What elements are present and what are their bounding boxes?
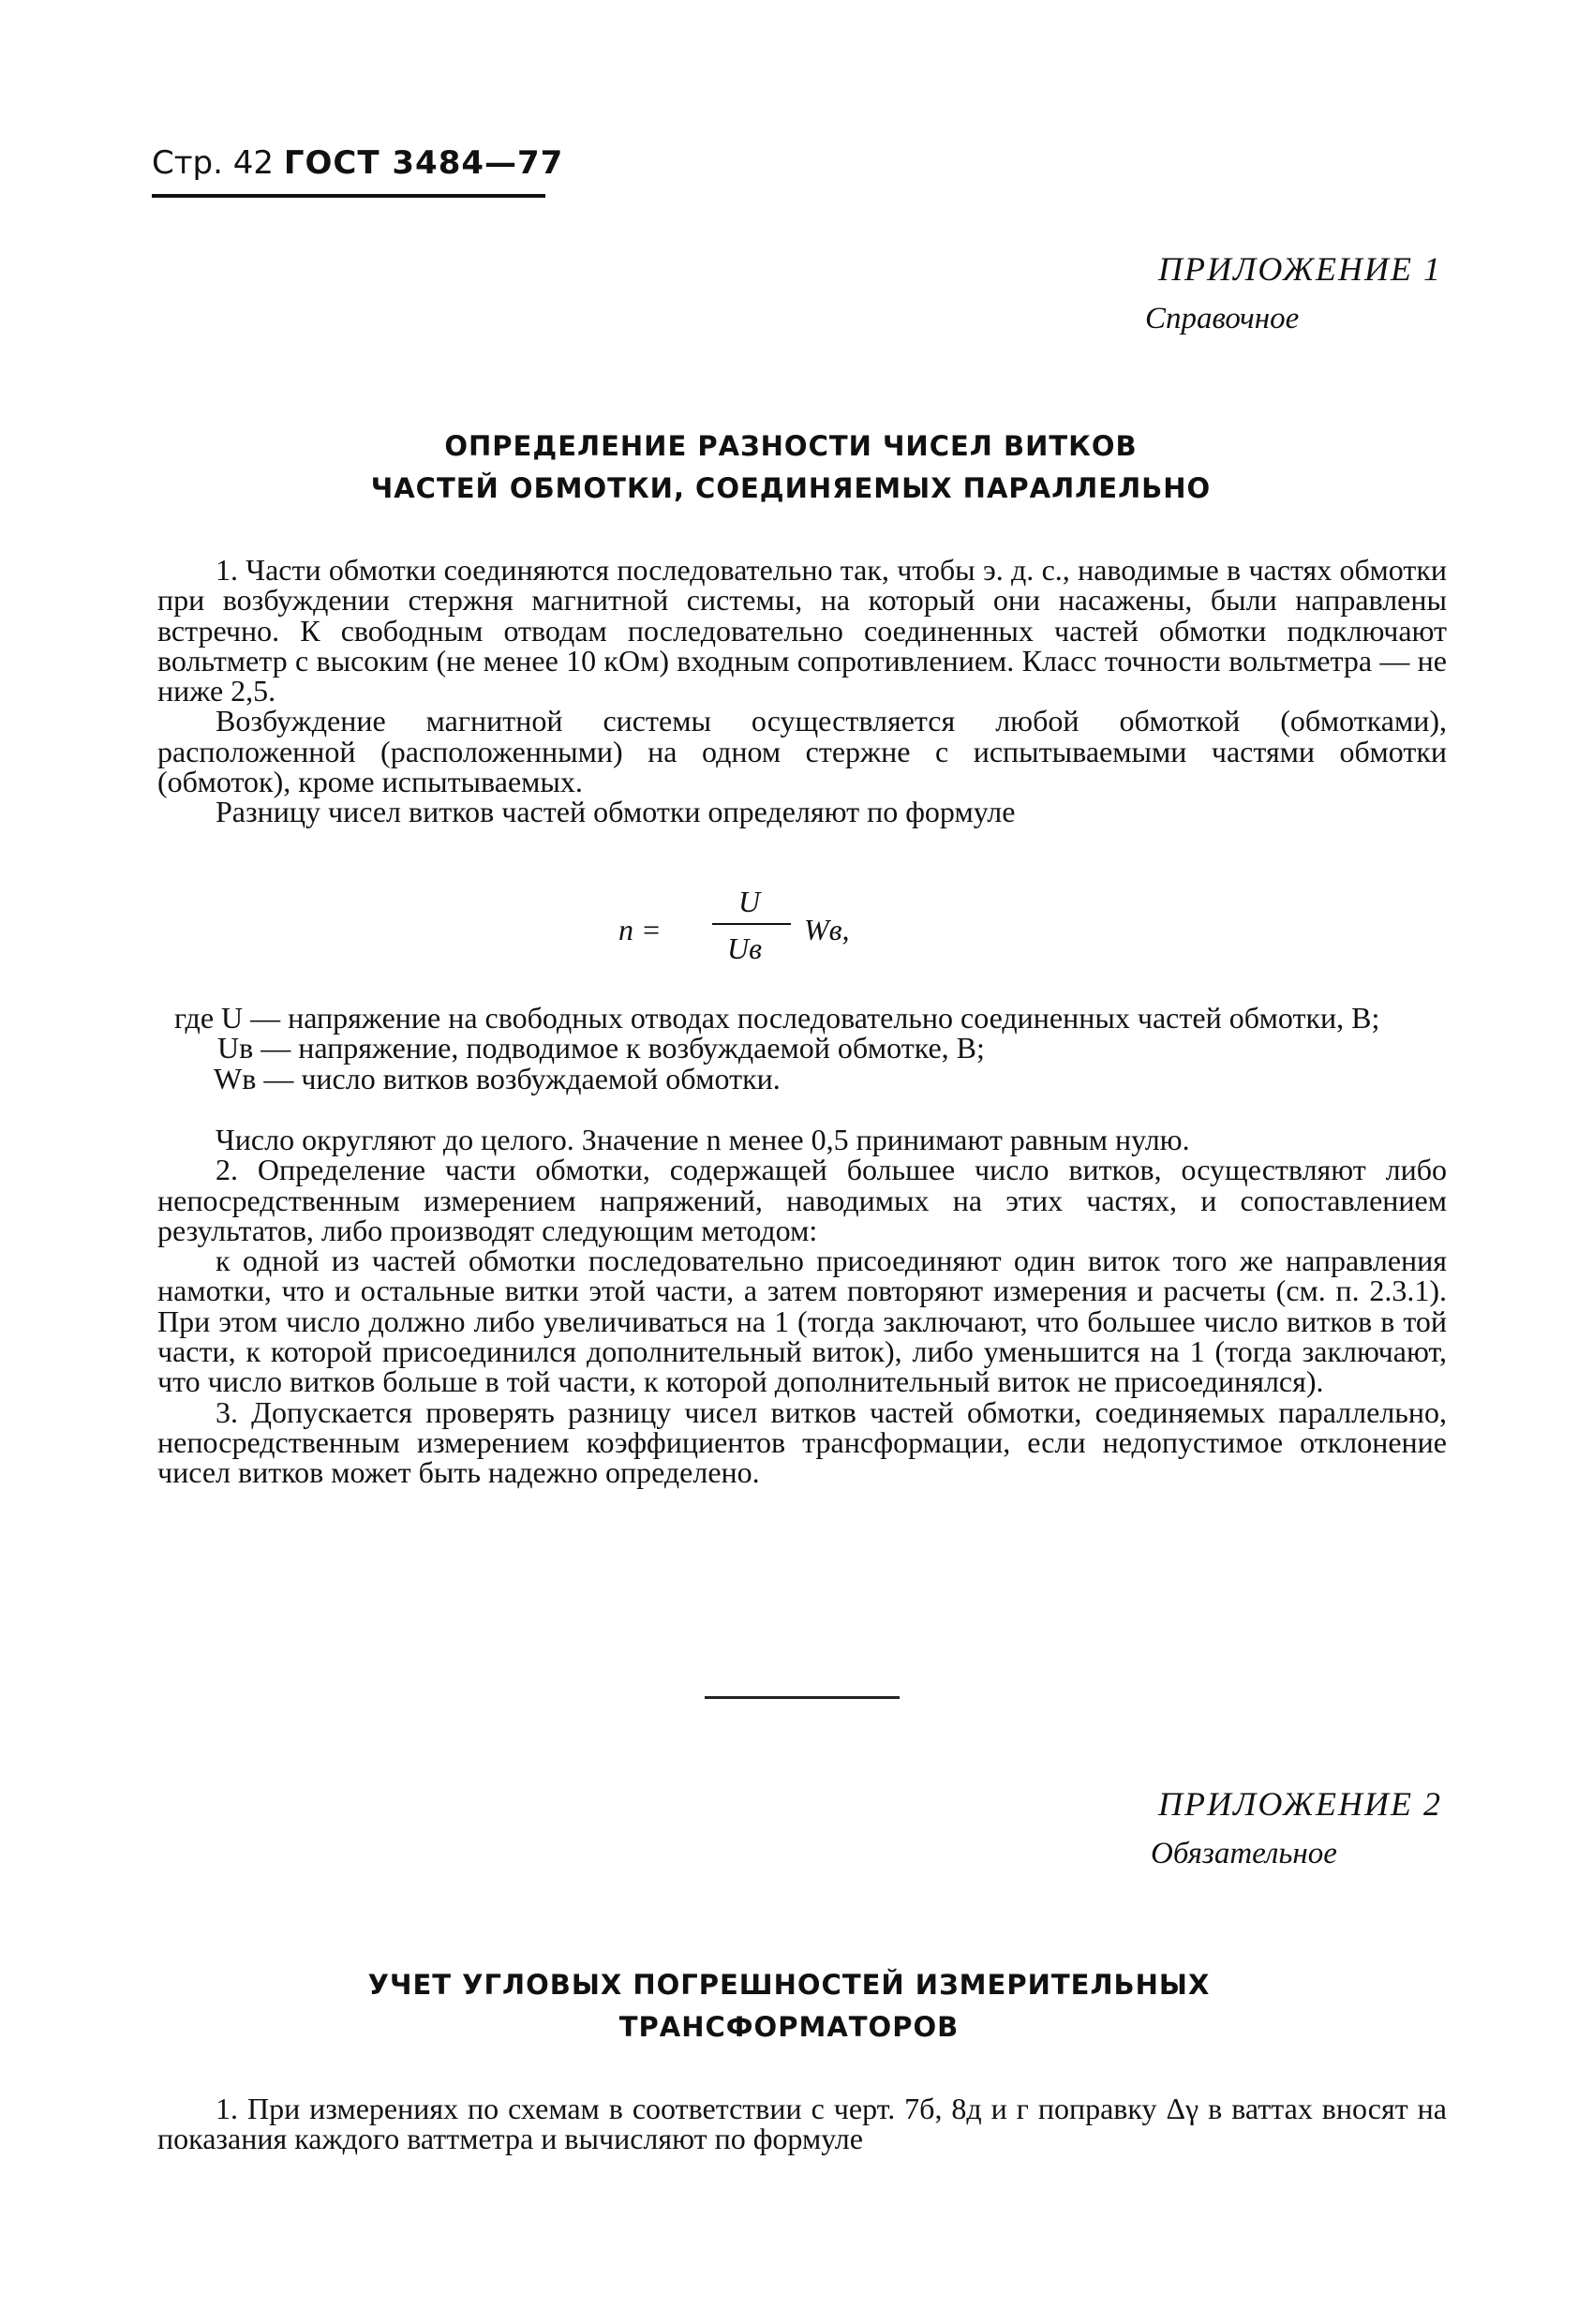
formula-numerator: U bbox=[738, 885, 761, 918]
formula-lhs: n = bbox=[618, 913, 662, 946]
page-number: Стр. 42 bbox=[152, 144, 275, 182]
definition-term: где U — bbox=[174, 1001, 281, 1035]
appendix2-para1: 1. При измерениях по схемам в соответствии с черт. 7б, 8д и г поправку Δγ в ваттах вносят на показания каждого ваттметра и вычисляют по формуле bbox=[157, 2092, 1447, 2156]
section-divider bbox=[705, 1696, 900, 1699]
appendix1-title-line2: ЧАСТЕЙ ОБМОТКИ, СОЕДИНЯЕМЫХ ПАРАЛЛЕЛЬНО bbox=[370, 472, 1212, 504]
appendix1-para7: 3. Допускается проверять разницу чисел витков частей обмотки, соединяемых параллельно, непосредственным измерением коэффициентов трансформации, если недопустимое отклонение чисел витков может быть надежно определено. bbox=[157, 1394, 1447, 1490]
turns-difference-formula bbox=[618, 885, 918, 988]
appendix1-para6: к одной из частей обмотки последовательно присоединяют один виток того же направления намотки, что и остальные витки этой части, а затем повторяют измерения и расчеты (см. п. 2.3.1). При этом число должно либо увеличиваться на 1 (тогда заключают, что большее число витков в той части, к которой присоединился дополнительный виток), либо уменьшится на 1 (тогда заключают, что число витков больше в той части, к которой дополнительный виток не присоединялся). bbox=[157, 1244, 1447, 1399]
definition-term: Uв — bbox=[217, 1031, 291, 1065]
appendix1-body-top bbox=[157, 555, 1447, 827]
formula-fraction-bar bbox=[712, 923, 791, 925]
appendix1-type: Справочное bbox=[1145, 302, 1300, 335]
appendix1-para5: 2. Определение части обмотки, содержащей большее число витков, осуществляют либо непосредственным измерением напряжений, наводимых на этих частях, и сопоставлением результатов, либо производят следующим методом: bbox=[157, 1153, 1447, 1247]
standard-number: ГОСТ 3484—77 bbox=[283, 144, 564, 182]
variable-definitions bbox=[174, 1003, 1447, 1094]
appendix1-title-line1: ОПРЕДЕЛЕНИЕ РАЗНОСТИ ЧИСЕЛ ВИТКОВ bbox=[444, 430, 1138, 462]
appendix2-body bbox=[157, 2093, 1447, 2154]
running-head bbox=[152, 144, 563, 182]
appendix1-body-bottom bbox=[157, 1125, 1447, 1488]
appendix2-label: ПРИЛОЖЕНИЕ 2 bbox=[1158, 1785, 1442, 1823]
formula-denominator: Uв bbox=[727, 931, 762, 965]
definition-text: напряжение на свободных отводах последовательно соединенных частей обмотки, В; bbox=[288, 1001, 1380, 1035]
appendix1-para3: Разницу чисел витков частей обмотки определяют по формуле bbox=[216, 795, 1016, 829]
formula-rhs: Wв, bbox=[804, 913, 850, 946]
definition-text: напряжение, подводимое к возбуждаемой обмотке, В; bbox=[298, 1031, 985, 1065]
appendix1-para2: Возбуждение магнитной системы осуществляется любой обмоткой (обмотками), расположенной (расположенными) на одном стержне с испытываемыми частями обмотки (обмоток), кроме испытываемых. bbox=[157, 704, 1447, 799]
definition-text: число витков возбуждаемой обмотки. bbox=[301, 1061, 781, 1095]
appendix2-title-line1: УЧЕТ УГЛОВЫХ ПОГРЕШНОСТЕЙ ИЗМЕРИТЕЛЬНЫХ bbox=[367, 1969, 1211, 2001]
definition-term: Wв — bbox=[214, 1061, 294, 1095]
definition-row bbox=[174, 1003, 1447, 1033]
appendix1-para4: Число округляют до целого. Значение n менее 0,5 принимают равным нулю. bbox=[216, 1123, 1190, 1156]
definition-row bbox=[174, 1033, 1447, 1063]
appendix1-para1: 1. Части обмотки соединяются последовательно так, чтобы э. д. с., наводимые в частях обмотки при возбуждении стержня магнитной системы, на который они насажены, были направлены встречно. К свободным отводам последовательно соединенных частей обмотки подключают вольтметр с высоким (не менее 10 кОм) входным сопротивлением. Класс точности вольтметра — не ниже 2,5. bbox=[157, 553, 1447, 708]
appendix1-label: ПРИЛОЖЕНИЕ 1 bbox=[1158, 250, 1442, 288]
appendix2-type: Обязательное bbox=[1151, 1837, 1337, 1870]
header-rule bbox=[152, 194, 545, 198]
appendix2-title-line2: ТРАНСФОРМАТОРОВ bbox=[618, 2011, 960, 2043]
definition-row bbox=[174, 1061, 1447, 1095]
